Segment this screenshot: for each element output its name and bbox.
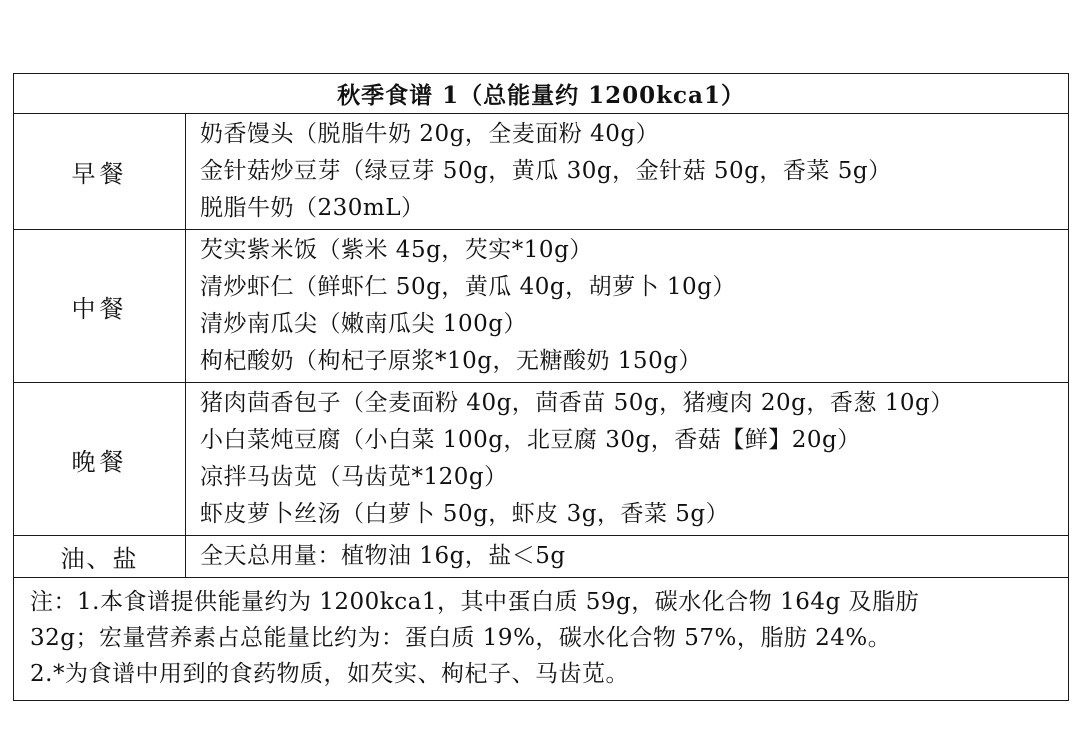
meal-row-breakfast [14,114,1069,230]
dish-line: 清炒南瓜尖（嫩南瓜尖 100g） [200,311,527,337]
table-title: 秋季食谱 1（总能量约 1200kca1） [14,74,1069,114]
dish-line: 奶香馒头（脱脂牛奶 20g，全麦面粉 40g） [200,121,660,147]
title-row [14,74,1069,114]
recipe-table [13,73,1069,701]
meal-items [186,114,1069,230]
note-line: 32g；宏量营养素占总能量比约为：蛋白质 19%，碳水化合物 57%，脂肪 24%。 [30,625,892,651]
meal-name: 晚餐 [14,383,186,536]
notes [14,578,1069,701]
dish-line: 脱脂牛奶（230mL） [200,195,425,221]
meal-items [186,230,1069,383]
dish-line: 枸杞酸奶（枸杞子原浆*10g，无糖酸奶 150g） [200,348,702,374]
oil-salt-row [14,536,1069,578]
dish-line: 小白菜炖豆腐（小白菜 100g，北豆腐 30g，香菇【鲜】20g） [200,427,861,453]
meal-name: 早餐 [14,114,186,230]
meal-name: 中餐 [14,230,186,383]
dish-line: 猪肉茴香包子（全麦面粉 40g，茴香苗 50g，猪瘦肉 20g，香葱 10g） [200,390,954,416]
dish-line: 凉拌马齿苋（马齿苋*120g） [200,464,508,490]
meal-items [186,536,1069,578]
meal-row-dinner [14,383,1069,536]
meal-items [186,383,1069,536]
dish-line: 芡实紫米饭（紫米 45g，芡实*10g） [200,237,593,263]
note-line: 2.*为食谱中用到的食药物质，如芡实、枸杞子、马齿苋。 [30,661,629,687]
note-line: 注：1.本食谱提供能量约为 1200kca1，其中蛋白质 59g，碳水化合物 164g 及脂肪 [30,589,919,615]
dish-line: 金针菇炒豆芽（绿豆芽 50g，黄瓜 30g，金针菇 50g，香菜 5g） [200,158,892,184]
dish-line: 全天总用量：植物油 16g，盐＜5g [200,543,566,569]
meal-row-lunch [14,230,1069,383]
dish-line: 虾皮萝卜丝汤（白萝卜 50g，虾皮 3g，香菜 5g） [200,501,730,527]
dish-line: 清炒虾仁（鲜虾仁 50g，黄瓜 40g，胡萝卜 10g） [200,274,736,300]
notes-row [14,578,1069,701]
meal-name: 油、盐 [14,536,186,578]
